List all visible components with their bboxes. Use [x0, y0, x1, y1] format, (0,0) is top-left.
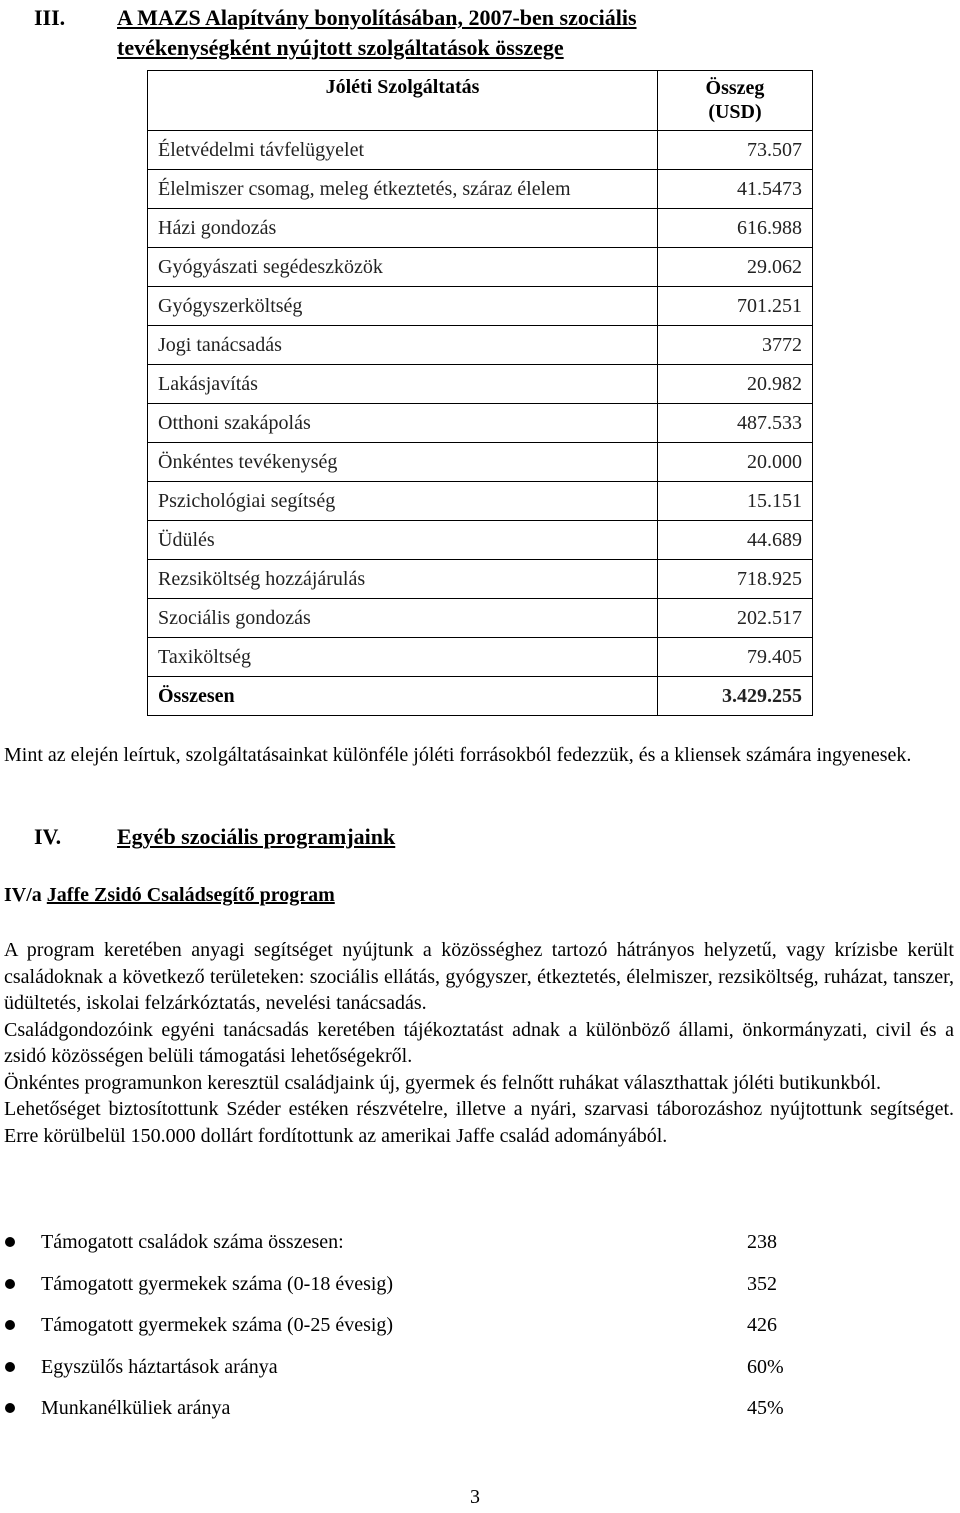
bullet-icon [5, 1279, 15, 1289]
service-amount: 79.405 [658, 638, 813, 677]
total-amount: 3.429.255 [658, 677, 813, 716]
list-item [0, 1265, 960, 1307]
section-3-title-line-1: A MAZS Alapítvány bonyolításában, 2007-ben szociális [117, 5, 637, 30]
services-table [147, 70, 813, 716]
table-row [148, 170, 813, 209]
section-4-number: IV. [34, 824, 62, 849]
service-amount: 15.151 [658, 482, 813, 521]
service-amount: 73.507 [658, 131, 813, 170]
bullet-icon [5, 1362, 15, 1372]
paragraph: A program keretében anyagi segítséget nyújtunk a közösséghez tartozó hátrányos helyzetű, vagy krízisbe került családoknak a következő területeken: szociális ellátás, gyógyszer, étkeztetés, élelmiszer, rezsiköltség, ruházat, tanszer, üdültetés, iskolai felzárkóztatás, nevelési tanácsadás. [4, 939, 954, 1014]
service-amount: 616.988 [658, 209, 813, 248]
service-label: Önkéntes tevékenység [148, 443, 658, 482]
stats-list [0, 1223, 960, 1431]
bullet-icon [5, 1237, 15, 1247]
table-row [148, 482, 813, 521]
section-3-title-line-2: tevékenységként nyújtott szolgáltatások összege [117, 35, 564, 60]
service-amount: 487.533 [658, 404, 813, 443]
service-label: Otthoni szakápolás [148, 404, 658, 443]
table-row [148, 560, 813, 599]
stat-label: Támogatott gyermekek száma (0-18 évesig) [41, 1272, 394, 1295]
service-label: Pszichológiai segítség [148, 482, 658, 521]
stat-label: Támogatott családok száma összesen: [41, 1231, 344, 1253]
stat-label: Munkanélküliek aránya [41, 1397, 231, 1419]
stat-value: 426 [747, 1314, 777, 1336]
service-amount: 718.925 [658, 560, 813, 599]
service-label: Gyógyszerköltség [148, 287, 658, 326]
subsection-heading [4, 884, 335, 907]
stat-label: Támogatott gyermekek száma (0-25 évesig) [41, 1314, 394, 1336]
section-3-title [117, 3, 637, 63]
paragraph: Önkéntes programunkon keresztül családjaink új, gyermek és felnőtt ruhákat választhattak jóléti butikunkból. [4, 1071, 881, 1094]
table-row [148, 365, 813, 404]
list-item [0, 1348, 960, 1390]
service-label: Élelmiszer csomag, meleg étkeztetés, száraz élelem [148, 170, 658, 209]
intro-note-text: Mint az elején leírtuk, szolgáltatásainkat különféle jóléti forrásokból fedezzük, és a kliensek számára ingyenesek. [4, 744, 912, 766]
header-amount-line-1: Összeg [705, 77, 765, 99]
table-row [148, 638, 813, 677]
header-amount-line-2: (USD) [708, 101, 762, 123]
table-row [148, 248, 813, 287]
intro-note [4, 742, 954, 769]
stat-value: 238 [747, 1231, 777, 1253]
table-row [148, 209, 813, 248]
header-service: Jóléti Szolgáltatás [148, 71, 658, 131]
service-label: Lakásjavítás [148, 365, 658, 404]
bullet-icon [5, 1320, 15, 1330]
stat-value: 45% [747, 1397, 784, 1419]
service-label: Jogi tanácsadás [148, 326, 658, 365]
bullet-icon [5, 1403, 15, 1413]
stat-label: Egyszülős háztartások aránya [41, 1355, 278, 1378]
table-row [148, 599, 813, 638]
page-number: 3 [470, 1486, 480, 1508]
service-label: Gyógyászati segédeszközök [148, 248, 658, 287]
stat-value: 352 [747, 1272, 777, 1295]
service-amount: 44.689 [658, 521, 813, 560]
table-row [148, 404, 813, 443]
header-amount [658, 71, 813, 131]
service-amount: 29.062 [658, 248, 813, 287]
section-4-title: Egyéb szociális programjaink [117, 824, 396, 849]
total-label: Összesen [148, 677, 658, 716]
service-amount: 20.000 [658, 443, 813, 482]
stat-value: 60% [747, 1355, 784, 1378]
service-label: Szociális gondozás [148, 599, 658, 638]
subsection-prefix: IV/a [4, 884, 47, 906]
service-amount: 701.251 [658, 287, 813, 326]
paragraph: Lehetőséget biztosítottunk Széder estéken részvételre, illetve a nyári, szarvasi táborozáshoz nyújtottunk segítséget. Erre körülbelül 150.000 dollárt fordítottunk az amerikai Jaffe család adományából. [4, 1098, 954, 1147]
section-3-number: III. [34, 5, 66, 30]
service-label: Rezsiköltség hozzájárulás [148, 560, 658, 599]
list-item [0, 1223, 960, 1265]
service-label: Házi gondozás [148, 209, 658, 248]
service-amount: 3772 [658, 326, 813, 365]
table-row [148, 521, 813, 560]
service-label: Taxiköltség [148, 638, 658, 677]
paragraph: Családgondozóink egyéni tanácsadás keretében tájékoztatást adnak a különböző állami, önkormányzati, civil és a zsidó közösségen belüli támogatási lehetőségekről. [4, 1018, 954, 1067]
service-label: Üdülés [148, 521, 658, 560]
list-item [0, 1306, 960, 1348]
service-amount: 202.517 [658, 599, 813, 638]
table-row [148, 131, 813, 170]
table-row [148, 287, 813, 326]
table-header-row [148, 71, 813, 131]
table-row [148, 443, 813, 482]
list-item [0, 1389, 960, 1431]
table-total-row [148, 677, 813, 716]
program-description [4, 937, 954, 1149]
service-amount: 41.5473 [658, 170, 813, 209]
service-amount: 20.982 [658, 365, 813, 404]
service-label: Életvédelmi távfelügyelet [148, 131, 658, 170]
subsection-title: Jaffe Zsidó Családsegítő program [46, 884, 335, 906]
table-row [148, 326, 813, 365]
